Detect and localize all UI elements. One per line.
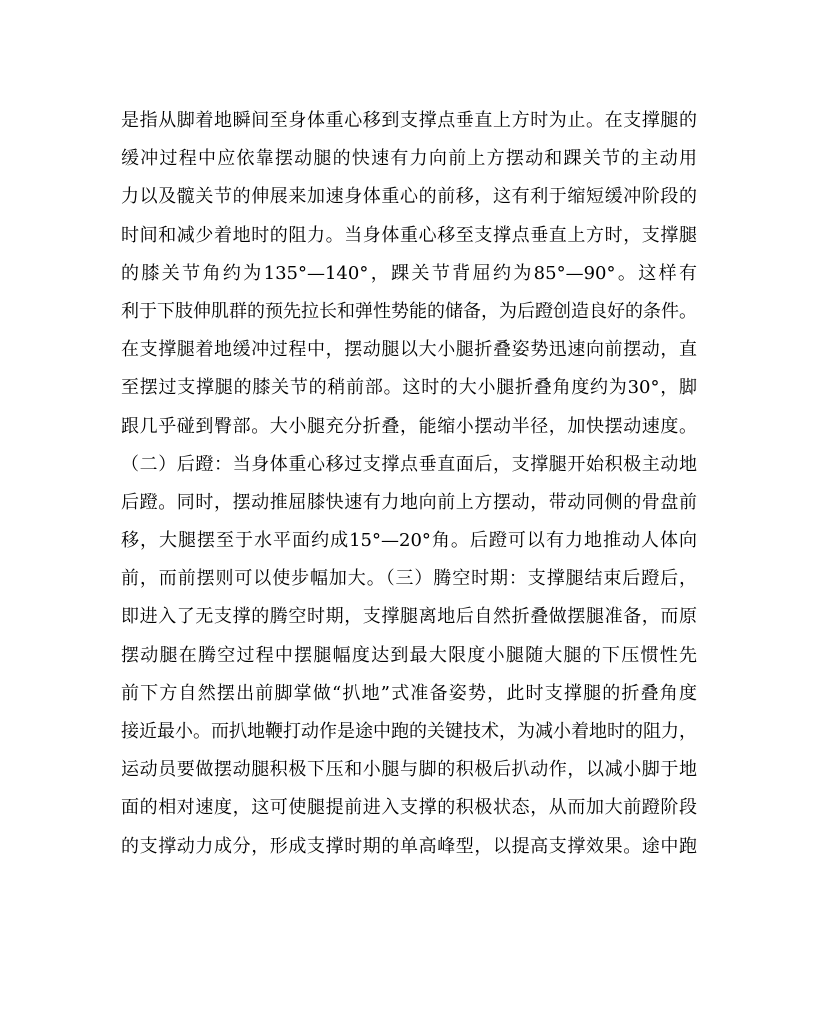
text-line-18: 运动员要做摆动腿积极下压和小腿与脚的积极后扒动作，以减小脚于地 — [121, 759, 697, 781]
text-line-12: 移，大腿摆至于水平面约成15°—20°角。后蹬可以有力地推动人体向 — [121, 530, 697, 552]
text-line-19: 面的相对速度，这可使腿提前进入支撑的积极状态，从而加大前蹬阶段 — [121, 797, 697, 819]
text-line-1: 是指从脚着地瞬间至身体重心移到支撑点垂直上方时为止。在支撑腿的 — [121, 110, 697, 131]
text-line-14: 即进入了无支撑的腾空时期，支撑腿离地后自然折叠做摆腿准备，而原 — [121, 606, 697, 628]
text-line-6: 利于下肢伸肌群的预先拉长和弹性势能的储备，为后蹬创造良好的条件。 — [121, 300, 697, 322]
text-line-2: 缓冲过程中应依靠摆动腿的快速有力向前上方摆动和踝关节的主动用 — [121, 148, 697, 170]
text-line-7: 在支撑腿着地缓冲过程中，摆动腿以大小腿折叠姿势迅速向前摆动，直 — [121, 339, 697, 361]
text-line-16: 前下方自然摆出前脚掌做“扒地”式准备姿势，此时支撑腿的折叠角度 — [121, 682, 697, 704]
text-line-11: 后蹬。同时，摆动推屈膝快速有力地向前上方摆动，带动同侧的骨盘前 — [121, 491, 697, 513]
text-line-15: 摆动腿在腾空过程中摆腿幅度达到最大限度小腿随大腿的下压惯性先 — [121, 644, 697, 666]
text-line-5: 的膝关节角约为135°—140°，踝关节背屈约为85°—90°。这样有 — [121, 262, 697, 284]
text-line-4: 时间和减少着地时的阻力。当身体重心移至支撑点垂直上方时，支撑腿 — [121, 224, 697, 246]
text-line-17: 接近最小。而扒地鞭打动作是途中跑的关键技术，为减小着地时的阻力， — [121, 721, 697, 742]
body-text — [121, 102, 697, 866]
text-line-20: 的支撑动力成分，形成支撑时期的单高峰型，以提高支撑效果。途中跑 — [121, 835, 697, 857]
text-line-13: 前，而前摆则可以使步幅加大。（三）腾空时期：支撑腿结束后蹬后， — [121, 568, 697, 590]
text-line-8: 至摆过支撑腿的膝关节的稍前部。这时的大小腿折叠角度约为30°，脚 — [121, 377, 697, 399]
text-line-3: 力以及髋关节的伸展来加速身体重心的前移，这有利于缩短缓冲阶段的 — [121, 186, 697, 208]
text-line-9: 跟几乎碰到臀部。大小腿充分折叠，能缩小摆动半径，加快摆动速度。 — [121, 415, 697, 437]
text-line-10: （二）后蹬：当身体重心移过支撑点垂直面后，支撑腿开始积极主动地 — [121, 453, 697, 475]
